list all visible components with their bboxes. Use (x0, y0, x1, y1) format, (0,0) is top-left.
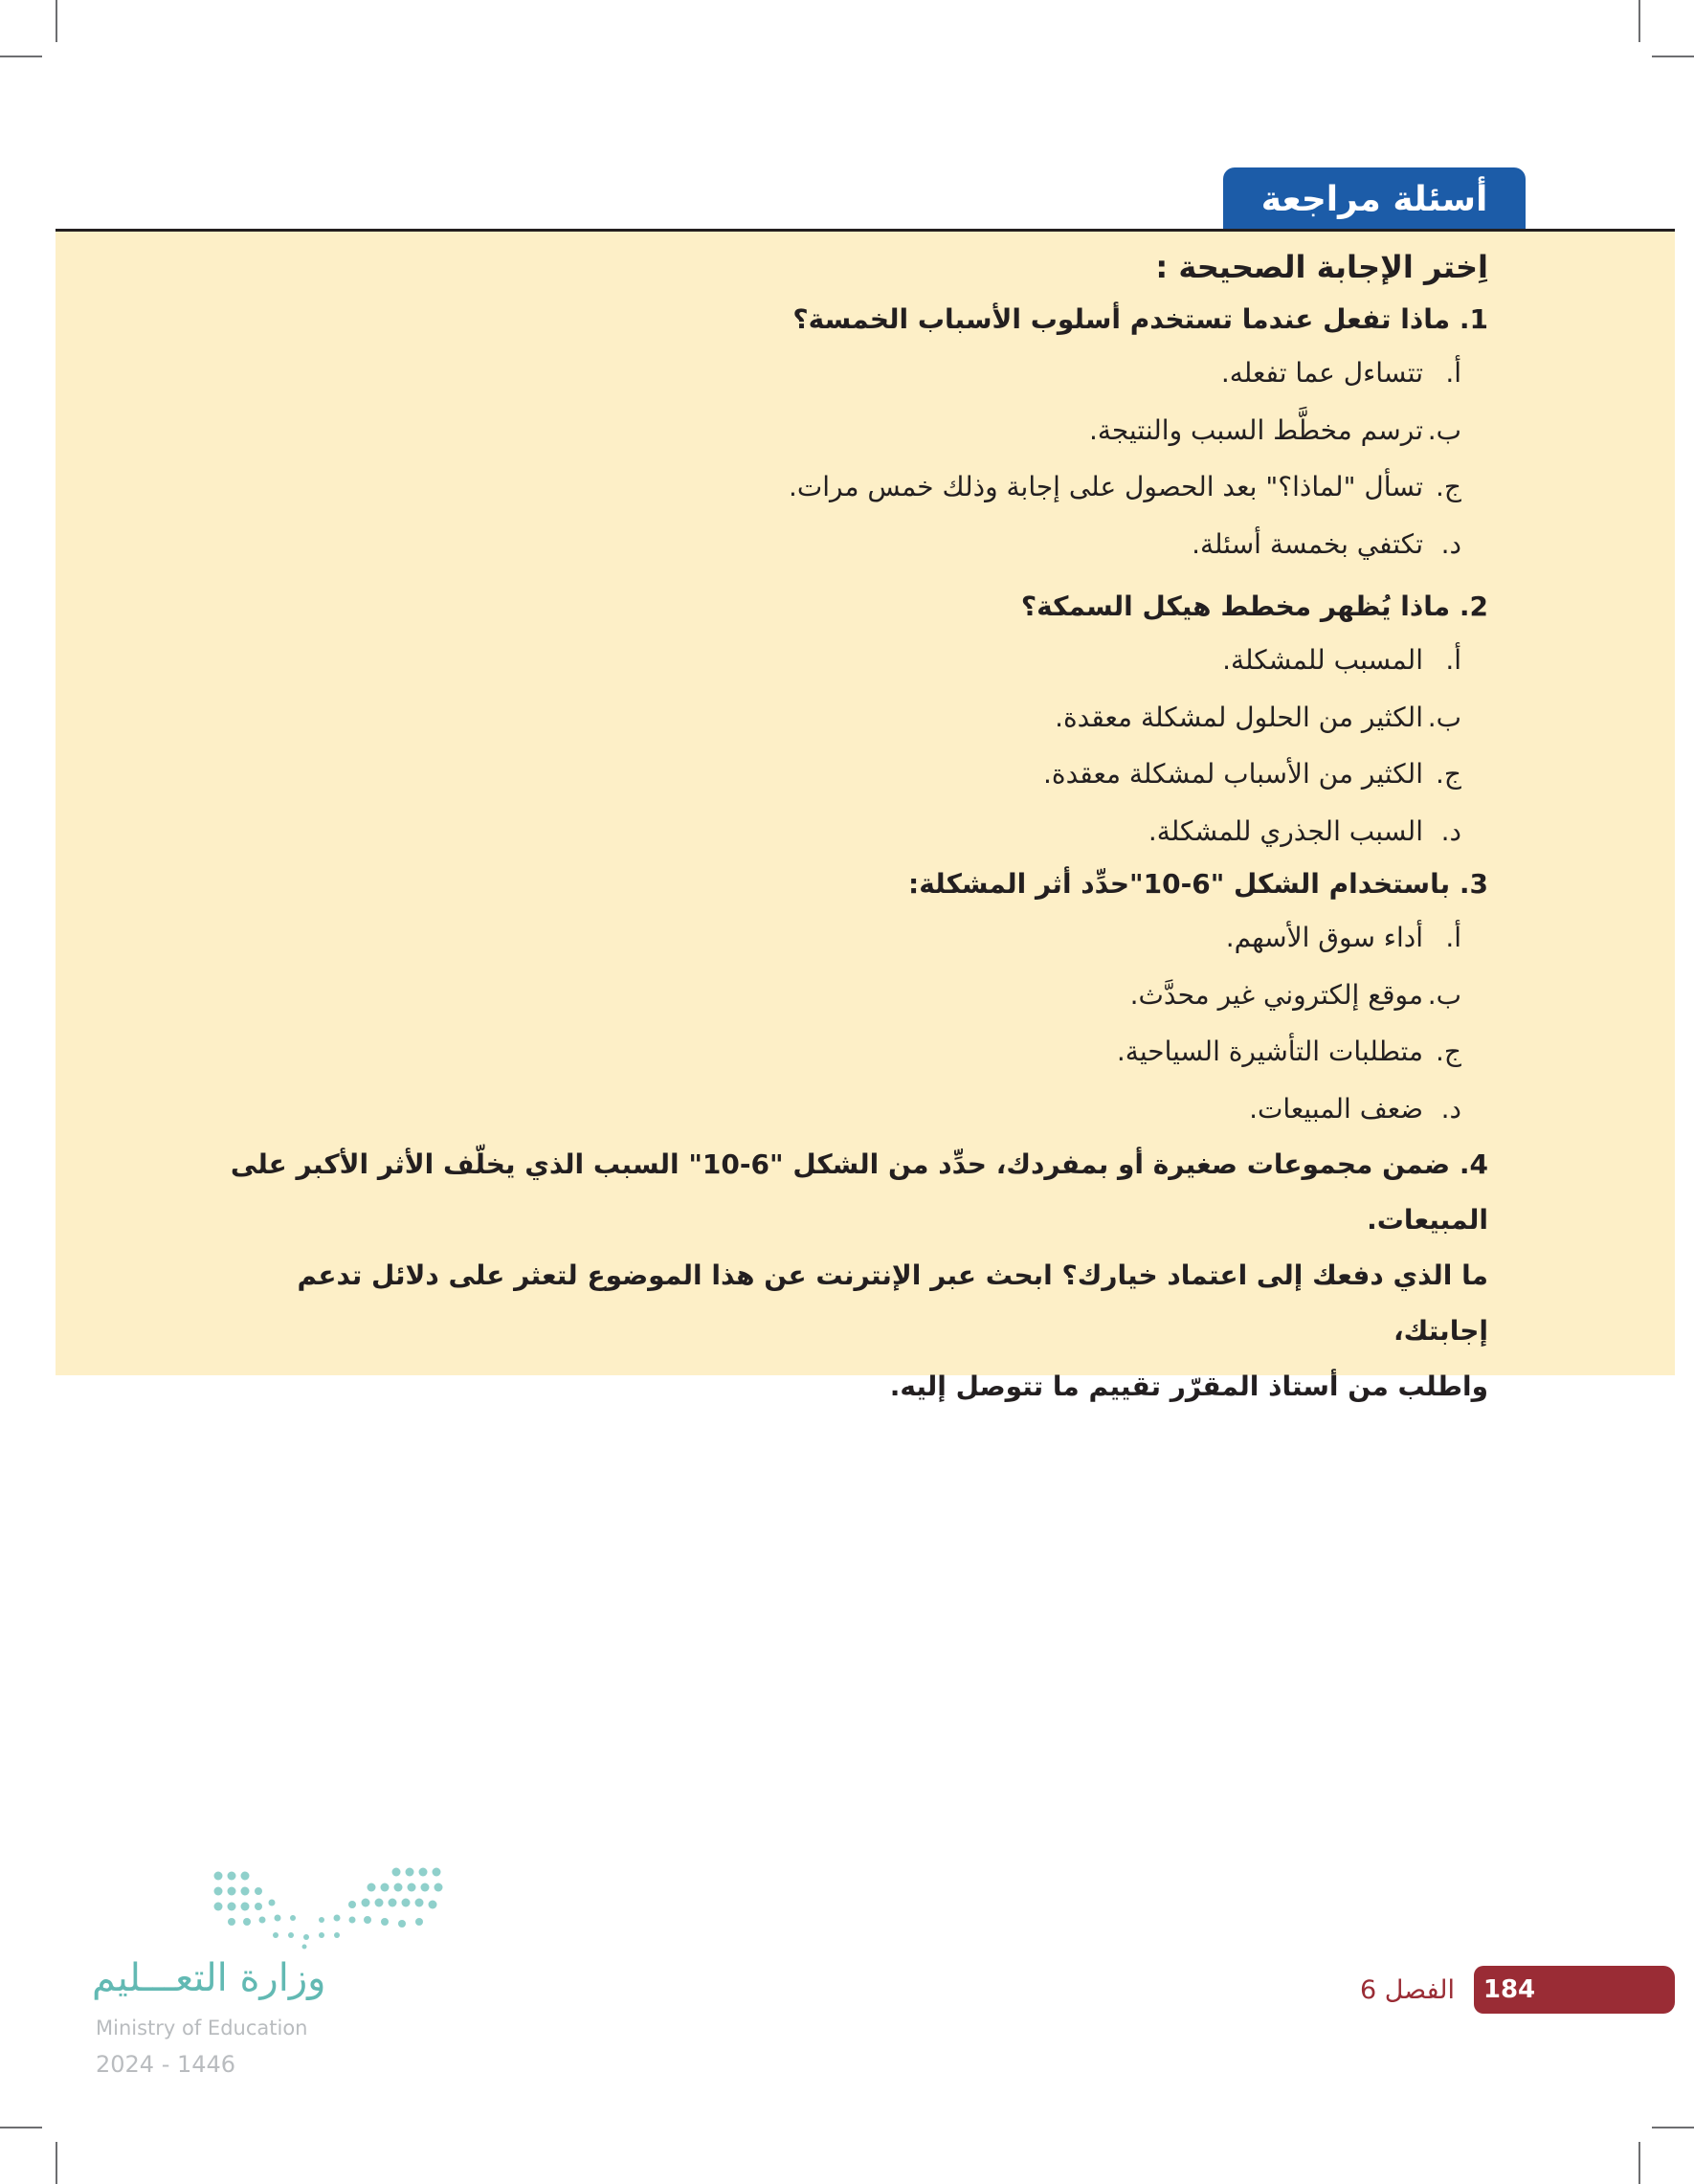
question-block (206, 295, 1488, 572)
option-item (206, 632, 1461, 689)
page-number: 184 (1482, 1975, 1536, 2004)
option-letter: ب. (1427, 978, 1461, 1011)
option-letter: د. (1440, 527, 1461, 560)
question-number: 1. (1459, 303, 1488, 335)
option-letter: ب. (1427, 413, 1461, 446)
crop-mark (1638, 2142, 1640, 2184)
option-item (206, 1023, 1461, 1081)
question-text: ضمن مجموعات صغيرة أو بمفردك، حدِّد من الشكل "6-10" السبب الذي يخلّف الأثر الأكبر على المبيعات. (230, 1148, 1488, 1236)
option-item (206, 803, 1461, 860)
option-item (206, 458, 1461, 516)
review-content (206, 239, 1488, 1415)
option-item (206, 967, 1461, 1024)
option-item (206, 345, 1461, 402)
question-3 (206, 859, 1488, 909)
option-text: متطلبات التأشيرة السياحية. (1116, 1036, 1423, 1067)
option-text: موقع إلكتروني غير محدَّث. (1129, 978, 1423, 1011)
crop-mark (56, 0, 57, 42)
option-item (206, 909, 1461, 967)
ministry-logo-english: Ministry of Education (96, 2017, 308, 2039)
crop-mark (56, 2142, 57, 2184)
question-number: 4. (1459, 1148, 1488, 1180)
option-item (206, 1081, 1461, 1138)
crop-mark (1652, 56, 1694, 57)
ministry-logo-year: 2024 - 1446 (96, 2051, 236, 2078)
dots-graphic (209, 1864, 448, 1950)
option-list (206, 632, 1488, 859)
option-letter: ب. (1427, 701, 1461, 733)
question-4 (206, 1137, 1488, 1415)
crop-mark (0, 2127, 42, 2128)
option-list (206, 909, 1488, 1137)
section-tab (1223, 167, 1526, 231)
option-letter: أ. (1445, 357, 1461, 389)
question-2 (206, 582, 1488, 632)
question-text: ماذا يُظهر مخطط هيكل السمكة؟ (1020, 591, 1451, 622)
option-letter: د. (1440, 1092, 1461, 1125)
question-4-line (206, 1137, 1488, 1248)
section-title: أسئلة مراجعة (1260, 179, 1488, 219)
option-text: تكتفي بخمسة أسئلة. (1192, 527, 1423, 560)
question-block (206, 859, 1488, 1137)
option-letter: د. (1440, 814, 1461, 847)
instruction-heading: اِختر الإجابة الصحيحة : (1155, 249, 1488, 285)
chapter-label: الفصل 6 (1359, 1975, 1455, 2005)
question-number: 3. (1459, 868, 1488, 900)
question-number: 2. (1459, 591, 1488, 622)
option-letter: أ. (1445, 922, 1461, 953)
question-4-line: واطلب من أستاذ المقرّر تقييم ما تتوصل إليه. (889, 1371, 1488, 1402)
ministry-logo-dots (209, 1864, 448, 1954)
option-text: السبب الجذري للمشكلة. (1148, 814, 1423, 847)
option-text: الكثير من الحلول لمشكلة معقدة. (1055, 701, 1423, 733)
question-block (206, 582, 1488, 859)
option-text: ترسم مخطَّط السبب والنتيجة. (1088, 413, 1423, 446)
option-item (206, 402, 1461, 459)
question-text: ماذا تفعل عندما تستخدم أسلوب الأسباب الخمسة؟ (792, 303, 1451, 335)
option-item (206, 689, 1461, 747)
option-letter: ج. (1436, 1036, 1461, 1067)
option-list (206, 345, 1488, 572)
option-text: الكثير من الأسباب لمشكلة معقدة. (1043, 758, 1423, 790)
question-text: باستخدام الشكل "6-10"حدِّد أثر المشكلة: (908, 868, 1451, 900)
question-4-line: ما الذي دفعك إلى اعتماد خيارك؟ ابحث عبر الإنترنت عن هذا الموضوع لتعثر على دلائل تدعم إجابتك، (297, 1259, 1488, 1347)
option-text: تتساءل عما تفعله. (1220, 357, 1423, 389)
option-item (206, 746, 1461, 803)
option-item (206, 516, 1461, 573)
crop-mark (1638, 0, 1640, 42)
option-text: ضعف المبيعات. (1249, 1092, 1423, 1125)
option-text: المسبب للمشكلة. (1222, 644, 1423, 676)
ministry-logo-arabic: وزارة التعـــليم (92, 1956, 326, 2000)
option-letter: ج. (1436, 471, 1461, 502)
crop-mark (0, 56, 42, 57)
question-1 (206, 295, 1488, 345)
crop-mark (1652, 2127, 1694, 2128)
option-letter: أ. (1445, 644, 1461, 676)
option-letter: ج. (1436, 758, 1461, 790)
option-text: تسأل "لماذا؟" بعد الحصول على إجابة وذلك خمس مرات. (789, 471, 1423, 502)
option-text: أداء سوق الأسهم. (1225, 922, 1423, 953)
